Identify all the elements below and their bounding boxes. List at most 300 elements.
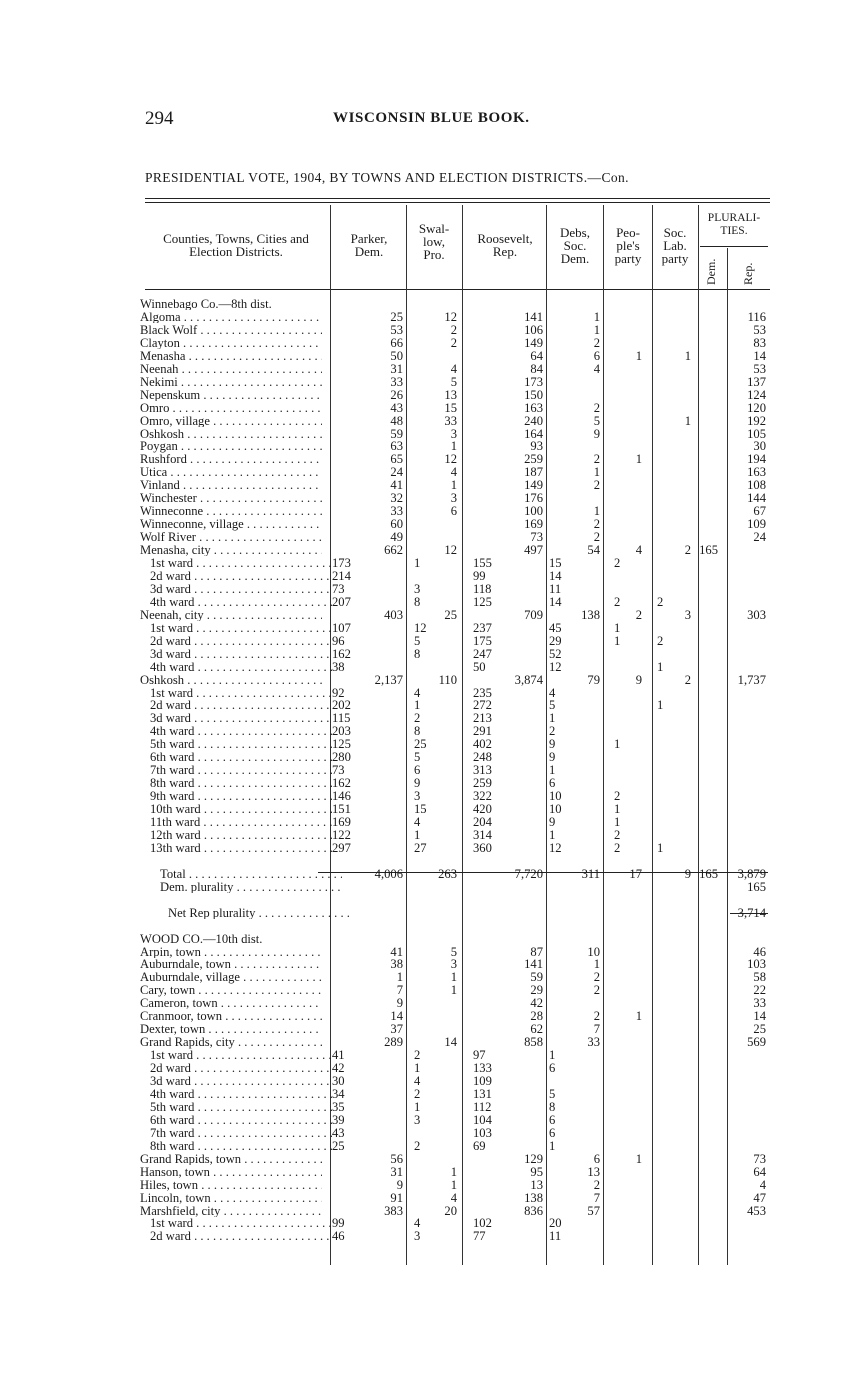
row-label: Arpin, town . . . — [140, 946, 322, 958]
cell-debs: 33 — [587, 1035, 600, 1050]
cell-roosevelt: 138 — [524, 1190, 543, 1205]
row-label: Oshkosh . . . — [140, 428, 322, 440]
cell-debs: 138 — [581, 607, 600, 622]
table-row — [0, 544, 859, 556]
cell-swallow: 1 — [450, 983, 457, 998]
row-label: 3d ward . . . — [150, 583, 332, 595]
table-row — [0, 971, 859, 983]
cell-swallow-sub: 12 — [414, 620, 427, 635]
cell-roosevelt-sub: 272 — [473, 698, 492, 713]
row-label: Omro, village . . . — [140, 415, 322, 427]
table-row — [0, 531, 859, 543]
cell-parker: 63 — [390, 439, 403, 454]
cell-rep: 137 — [747, 374, 766, 389]
table-row — [0, 402, 859, 414]
table-row — [0, 984, 859, 996]
table-row — [0, 622, 859, 634]
cell-rep: 24 — [753, 530, 766, 545]
cell-rep: 67 — [753, 504, 766, 519]
cell-debs-sub: 11 — [549, 581, 562, 596]
cell-roosevelt-sub: 125 — [473, 594, 492, 609]
table-row — [0, 907, 859, 919]
cell-debs-sub: 5 — [549, 1086, 556, 1101]
cell-roosevelt: 187 — [524, 465, 543, 480]
cell-debs: 2 — [593, 335, 600, 350]
row-label: Winnebago Co.—8th dist. — [140, 298, 272, 311]
row-label: 5th ward . . . — [150, 1101, 332, 1113]
cell-parker-sub: 151 — [332, 802, 351, 817]
table-row — [0, 790, 859, 802]
cell-parker-sub: 39 — [332, 1112, 345, 1127]
cell-roosevelt: 106 — [524, 322, 543, 337]
cell-swallow-sub: 1 — [414, 698, 421, 713]
cell-parker-sub: 38 — [332, 659, 345, 674]
cell-roosevelt-sub: 313 — [473, 763, 492, 778]
cell-roosevelt: 95 — [530, 1164, 543, 1179]
cell-peoples: 2 — [635, 607, 642, 622]
cell-swallow-sub: 1 — [414, 556, 421, 570]
cell-parker: 25 — [390, 309, 403, 324]
cell-swallow-sub: 8 — [414, 594, 421, 609]
row-label: 2d ward . . . — [150, 1230, 332, 1242]
cell-debs: 2 — [593, 517, 600, 532]
cell-debs-sub: 6 — [549, 776, 556, 791]
cell-rep: 14 — [753, 1009, 766, 1024]
cell-roosevelt: 42 — [530, 996, 543, 1011]
table-row — [0, 1192, 859, 1204]
cell-peoples-sub: 1 — [614, 802, 621, 817]
cell-swallow: 4 — [450, 1190, 457, 1205]
cell-roosevelt-sub: 248 — [473, 750, 492, 765]
cell-rep: 3,879 — [737, 866, 766, 881]
row-label: Menasha . . . — [140, 350, 322, 362]
cell-roosevelt: 73 — [530, 530, 543, 545]
cell-rep: 303 — [747, 607, 766, 622]
cell-parker: 1 — [396, 970, 403, 985]
cell-rep: 83 — [753, 335, 766, 350]
row-label: Rushford . . . — [140, 453, 322, 465]
row-label: 1st ward . . . — [150, 1217, 332, 1229]
row-label: Lincoln, town . . . — [140, 1192, 322, 1204]
table-row — [0, 712, 859, 724]
cell-rep: 105 — [747, 426, 766, 441]
row-label: 5th ward . . . — [150, 738, 332, 750]
cell-debs-sub: 1 — [549, 711, 556, 726]
cell-parker: 41 — [390, 478, 403, 493]
cell-dem: 165 — [699, 543, 718, 558]
cell-debs: 6 — [593, 348, 600, 363]
cell-roosevelt: 150 — [524, 387, 543, 402]
cell-swallow: 1 — [450, 970, 457, 985]
cell-dem: 165 — [699, 866, 718, 881]
cell-roosevelt: 84 — [530, 361, 543, 376]
cell-parker: 49 — [390, 530, 403, 545]
cell-roosevelt-sub: 420 — [473, 802, 492, 817]
table-row — [0, 1217, 859, 1229]
cell-rep: 47 — [753, 1190, 766, 1205]
table-row — [0, 557, 859, 569]
cell-debs-sub: 8 — [549, 1099, 556, 1114]
row-label: 11th ward . . . — [150, 816, 332, 828]
cell-roosevelt: 13 — [530, 1177, 543, 1192]
cell-debs: 79 — [587, 672, 600, 687]
cell-rep: 453 — [747, 1203, 766, 1218]
table-row — [0, 674, 859, 686]
cell-parker-sub: 202 — [332, 698, 351, 713]
cell-roosevelt: 149 — [524, 335, 543, 350]
row-label: 2d ward . . . — [150, 635, 332, 647]
cell-rep: 53 — [753, 322, 766, 337]
cell-debs: 1 — [593, 957, 600, 972]
page-header-title: WISCONSIN BLUE BOOK. — [333, 110, 530, 126]
table-title: PRESIDENTIAL VOTE, 1904, BY TOWNS AND ELECTION DISTRICTS.—Con. — [145, 170, 629, 185]
cell-rep: 73 — [753, 1151, 766, 1166]
cell-parker-sub: 146 — [332, 789, 351, 804]
table-row — [0, 389, 859, 401]
cell-swallow: 5 — [450, 374, 457, 389]
cell-parker: 4,006 — [374, 866, 403, 881]
row-label: 3d ward . . . — [150, 1075, 332, 1087]
cell-swallow-sub: 25 — [414, 737, 427, 752]
cell-rep: 14 — [753, 348, 766, 363]
row-label: Poygan . . . — [140, 440, 322, 452]
table-row — [0, 997, 859, 1009]
cell-roosevelt-sub: 69 — [473, 1138, 486, 1153]
row-label: Cranmoor, town . . . — [140, 1010, 322, 1022]
cell-roosevelt: 62 — [530, 1022, 543, 1037]
cell-roosevelt: 836 — [524, 1203, 543, 1218]
table-row — [0, 1153, 859, 1165]
cell-debs: 9 — [593, 426, 600, 441]
cell-swallow: 3 — [450, 957, 457, 972]
cell-rep: 163 — [747, 465, 766, 480]
cell-debs-sub: 45 — [549, 620, 562, 635]
cell-swallow-sub: 4 — [414, 685, 421, 700]
cell-rep: 25 — [753, 1022, 766, 1037]
table-row — [0, 803, 859, 815]
cell-roosevelt: 141 — [524, 309, 543, 324]
table-row — [0, 1036, 859, 1048]
cell-soclab: 2 — [684, 672, 691, 687]
cell-parker: 38 — [390, 957, 403, 972]
cell-rep: 569 — [747, 1035, 766, 1050]
row-label: Clayton . . . — [140, 337, 322, 349]
table-row — [0, 1166, 859, 1178]
table-row — [0, 518, 859, 530]
header-parker: Parker, Dem. — [350, 231, 388, 259]
cell-roosevelt-sub: 103 — [473, 1125, 492, 1140]
table-row — [0, 738, 859, 750]
cell-parker: 403 — [384, 607, 403, 622]
cell-debs-sub: 29 — [549, 633, 562, 648]
cell-peoples-sub: 1 — [614, 815, 621, 829]
cell-swallow: 1 — [450, 1164, 457, 1179]
cell-peoples: 1 — [635, 452, 642, 467]
cell-debs: 2 — [593, 970, 600, 985]
row-label: 2d ward . . . — [150, 699, 332, 711]
cell-parker: 48 — [390, 413, 403, 428]
cell-roosevelt-sub: 247 — [473, 646, 492, 661]
row-label: 2d ward . . . — [150, 1062, 332, 1074]
cell-parker: 33 — [390, 504, 403, 519]
cell-rep: 33 — [753, 996, 766, 1011]
row-label: 9th ward . . . — [150, 790, 332, 802]
cell-roosevelt-sub: 204 — [473, 815, 492, 829]
cell-swallow: 4 — [450, 361, 457, 376]
row-label: Black Wolf . . . — [140, 324, 322, 336]
cell-parker: 91 — [390, 1190, 403, 1205]
cell-debs-sub: 14 — [549, 594, 562, 609]
row-label: Wolf River . . . — [140, 531, 322, 543]
table-row — [0, 466, 859, 478]
cell-debs-sub: 1 — [549, 1138, 556, 1153]
cell-parker-sub: 30 — [332, 1074, 345, 1088]
table-row — [0, 946, 859, 958]
row-label: 3d ward . . . — [150, 712, 332, 724]
cell-rep: 58 — [753, 970, 766, 985]
row-label: Neenah, city . . . — [140, 609, 322, 621]
cell-debs: 5 — [593, 413, 600, 428]
cell-swallow: 263 — [438, 866, 457, 881]
cell-parker: 31 — [390, 1164, 403, 1179]
row-label: Nepenskum . . . — [140, 389, 322, 401]
row-label: 8th ward . . . — [150, 1140, 332, 1152]
cell-swallow: 12 — [444, 452, 457, 467]
cell-parker-sub: 73 — [332, 763, 345, 778]
cell-roosevelt: 858 — [524, 1035, 543, 1050]
cell-soclab: 1 — [684, 348, 691, 363]
cell-parker-sub: 25 — [332, 1138, 345, 1153]
cell-parker-sub: 115 — [332, 711, 351, 726]
cell-debs: 10 — [587, 944, 600, 959]
table-row — [0, 648, 859, 660]
cell-parker: 66 — [390, 335, 403, 350]
cell-swallow: 4 — [450, 465, 457, 480]
cell-rep: 144 — [747, 491, 766, 506]
table-row — [0, 881, 859, 893]
cell-swallow: 14 — [444, 1035, 457, 1050]
table-row — [0, 1114, 859, 1126]
cell-parker: 65 — [390, 452, 403, 467]
cell-swallow: 2 — [450, 322, 457, 337]
cell-rep: 22 — [753, 983, 766, 998]
table-row — [0, 699, 859, 711]
cell-debs-sub: 12 — [549, 659, 562, 674]
table-row — [0, 440, 859, 452]
cell-roosevelt: 93 — [530, 439, 543, 454]
cell-parker-sub: 73 — [332, 581, 345, 596]
cell-roosevelt-sub: 99 — [473, 568, 486, 583]
table-row — [0, 492, 859, 504]
cell-soclab: 3 — [684, 607, 691, 622]
cell-rep: 53 — [753, 361, 766, 376]
row-label: Neenah . . . — [140, 363, 322, 375]
cell-debs-sub: 6 — [549, 1061, 556, 1076]
cell-peoples: 9 — [635, 672, 642, 687]
cell-roosevelt: 59 — [530, 970, 543, 985]
cell-parker-sub: 162 — [332, 646, 351, 661]
row-label: 12th ward . . . — [150, 829, 332, 841]
cell-swallow-sub: 1 — [414, 1061, 421, 1076]
cell-roosevelt-sub: 322 — [473, 789, 492, 804]
cell-swallow-sub: 3 — [414, 1112, 421, 1127]
cell-debs-sub: 9 — [549, 750, 556, 765]
table-row — [0, 337, 859, 349]
cell-roosevelt-sub: 314 — [473, 827, 492, 842]
cell-roosevelt-sub: 235 — [473, 685, 492, 700]
cell-parker-sub: 162 — [332, 776, 351, 791]
cell-roosevelt: 3,874 — [514, 672, 543, 687]
cell-parker: 383 — [384, 1203, 403, 1218]
cell-swallow-sub: 4 — [414, 1216, 421, 1231]
cell-debs-sub: 9 — [549, 815, 556, 829]
cell-roosevelt: 240 — [524, 413, 543, 428]
row-label: 4th ward . . . — [150, 725, 332, 737]
cell-swallow-sub: 3 — [414, 789, 421, 804]
cell-debs: 1 — [593, 309, 600, 324]
row-label: 4th ward . . . — [150, 596, 332, 608]
table-row — [0, 1049, 859, 1061]
row-label: WOOD CO.—10th dist. — [140, 932, 263, 945]
row-label: Dem. plurality . . . — [160, 881, 342, 893]
cell-debs-sub: 4 — [549, 685, 556, 700]
cell-peoples: 1 — [635, 1009, 642, 1024]
row-label: Winneconne . . . — [140, 505, 322, 517]
cell-parker: 2,137 — [374, 672, 403, 687]
cell-parker: 289 — [384, 1035, 403, 1050]
cell-swallow-sub: 2 — [414, 1048, 421, 1063]
header-name: Counties, Towns, Cities and Election Districts. — [163, 231, 309, 259]
cell-peoples-sub: 2 — [614, 556, 621, 570]
cell-roosevelt-sub: 104 — [473, 1112, 492, 1127]
cell-roosevelt: 169 — [524, 517, 543, 532]
cell-debs-sub: 2 — [549, 724, 556, 739]
cell-rep: 30 — [753, 439, 766, 454]
cell-rep: 192 — [747, 413, 766, 428]
table-row — [0, 816, 859, 828]
table-row — [0, 1075, 859, 1087]
cell-parker-sub: 92 — [332, 685, 345, 700]
row-label: 3d ward . . . — [150, 648, 332, 660]
cell-debs: 54 — [587, 543, 600, 558]
cell-swallow: 1 — [450, 439, 457, 454]
cell-roosevelt-sub: 402 — [473, 737, 492, 752]
header-soclab: Soc. Lab. party — [661, 225, 689, 266]
cell-soclab-sub: 1 — [657, 659, 664, 674]
cell-swallow: 25 — [444, 607, 457, 622]
cell-parker: 53 — [390, 322, 403, 337]
cell-parker-sub: 207 — [332, 594, 351, 609]
cell-peoples-sub: 1 — [614, 633, 621, 648]
table-row — [0, 1062, 859, 1074]
cell-peoples-sub: 1 — [614, 620, 621, 635]
cell-parker: 7 — [396, 983, 403, 998]
cell-roosevelt-sub: 175 — [473, 633, 492, 648]
cell-parker-sub: 173 — [332, 556, 351, 570]
row-label: Vinland . . . — [140, 479, 322, 491]
cell-swallow-sub: 2 — [414, 711, 421, 726]
cell-roosevelt: 29 — [530, 983, 543, 998]
table-row — [0, 751, 859, 763]
cell-roosevelt: 164 — [524, 426, 543, 441]
table-row — [0, 1140, 859, 1152]
cell-roosevelt-sub: 291 — [473, 724, 492, 739]
table-row — [0, 583, 859, 595]
cell-debs-sub: 10 — [549, 789, 562, 804]
row-label: Auburndale, village . . . — [140, 971, 322, 983]
cell-parker: 37 — [390, 1022, 403, 1037]
cell-peoples-sub: 2 — [614, 840, 621, 855]
cell-roosevelt-sub: 131 — [473, 1086, 492, 1101]
cell-debs-sub: 5 — [549, 698, 556, 713]
row-label: 7th ward . . . — [150, 1127, 332, 1139]
cell-peoples: 4 — [635, 543, 642, 558]
cell-roosevelt: 28 — [530, 1009, 543, 1024]
cell-roosevelt-sub: 97 — [473, 1048, 486, 1063]
cell-parker: 9 — [396, 996, 403, 1011]
cell-swallow-sub: 8 — [414, 724, 421, 739]
cell-parker-sub: 203 — [332, 724, 351, 739]
cell-debs-sub: 10 — [549, 802, 562, 817]
cell-debs-sub: 9 — [549, 737, 556, 752]
row-label: 4th ward . . . — [150, 1088, 332, 1100]
cell-debs-sub: 1 — [549, 827, 556, 842]
cell-debs-sub: 1 — [549, 1048, 556, 1063]
cell-swallow-sub: 9 — [414, 776, 421, 791]
cell-swallow-sub: 3 — [414, 1229, 421, 1244]
cell-soclab-sub: 1 — [657, 698, 664, 713]
cell-debs: 2 — [593, 452, 600, 467]
table-row — [0, 1205, 859, 1217]
table-row — [0, 920, 859, 932]
table-row — [0, 1023, 859, 1035]
cell-roosevelt-sub: 112 — [473, 1099, 492, 1114]
cell-roosevelt: 149 — [524, 478, 543, 493]
cell-roosevelt-sub: 360 — [473, 840, 492, 855]
cell-rep: 103 — [747, 957, 766, 972]
cell-roosevelt-sub: 109 — [473, 1074, 492, 1088]
cell-parker: 24 — [390, 465, 403, 480]
cell-soclab: 9 — [684, 866, 691, 881]
table-row — [0, 415, 859, 427]
cell-parker-sub: 42 — [332, 1061, 345, 1076]
cell-roosevelt: 141 — [524, 957, 543, 972]
table-row — [0, 479, 859, 491]
cell-rep: 194 — [747, 452, 766, 467]
cell-roosevelt: 7,720 — [514, 866, 543, 881]
row-label: 10th ward . . . — [150, 803, 332, 815]
cell-roosevelt: 64 — [530, 348, 543, 363]
table-row — [0, 311, 859, 323]
cell-swallow-sub: 5 — [414, 633, 421, 648]
header-pluralities: PLURALI- TIES. — [707, 212, 761, 237]
row-label: Winchester . . . — [140, 492, 322, 504]
row-label: Hanson, town . . . — [140, 1166, 322, 1178]
cell-parker: 14 — [390, 1009, 403, 1024]
table-row — [0, 350, 859, 362]
cell-swallow: 2 — [450, 335, 457, 350]
cell-debs-sub: 11 — [549, 1229, 562, 1244]
cell-peoples-sub: 1 — [614, 737, 621, 752]
cell-soclab: 1 — [684, 413, 691, 428]
cell-swallow-sub: 1 — [414, 1099, 421, 1114]
table-row — [0, 609, 859, 621]
table-row — [0, 855, 859, 867]
cell-debs-sub: 14 — [549, 568, 562, 583]
cell-roosevelt-sub: 213 — [473, 711, 492, 726]
row-label: Cary, town . . . — [140, 984, 322, 996]
cell-parker: 50 — [390, 348, 403, 363]
